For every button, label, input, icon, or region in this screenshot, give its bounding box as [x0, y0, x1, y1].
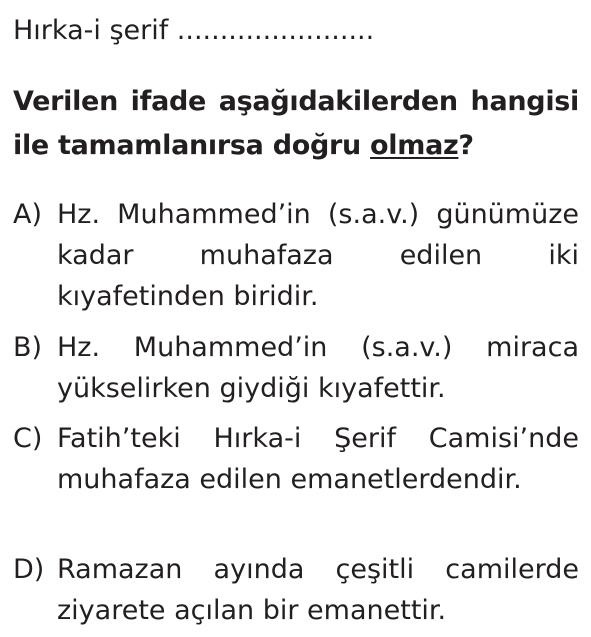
option-letter: C) [13, 423, 43, 454]
option-b[interactable] [13, 327, 579, 409]
question-mark: ? [458, 130, 474, 161]
option-a[interactable] [13, 194, 579, 317]
question-prompt [13, 80, 579, 168]
question-text: Verilen ifade aşağıdakilerden hangisi ile tamamlanırsa doğru [13, 86, 579, 161]
option-letter: B) [13, 332, 43, 363]
question-underlined-word: olmaz [370, 130, 459, 161]
option-d[interactable] [13, 549, 579, 631]
option-letter: A) [13, 199, 43, 230]
question-stem: Hırka-i şerif ....................... [13, 15, 375, 46]
option-c[interactable] [13, 418, 579, 500]
option-text: Fatih’teki Hırka-i Şerif Camisi’nde muhafaza edilen emanetlerdendir. [57, 423, 579, 495]
option-text: Hz. Muhammed’in (s.a.v.) günümüze kadar muhafaza edilen iki kıyafetinden biridir. [57, 199, 579, 312]
option-letter: D) [13, 554, 45, 585]
option-text: Hz. Muhammed’in (s.a.v.) miraca yükselirken giydiği kıyafettir. [57, 332, 579, 404]
option-text: Ramazan ayında çeşitli camilerde ziyarete açılan bir emanettir. [57, 554, 579, 626]
